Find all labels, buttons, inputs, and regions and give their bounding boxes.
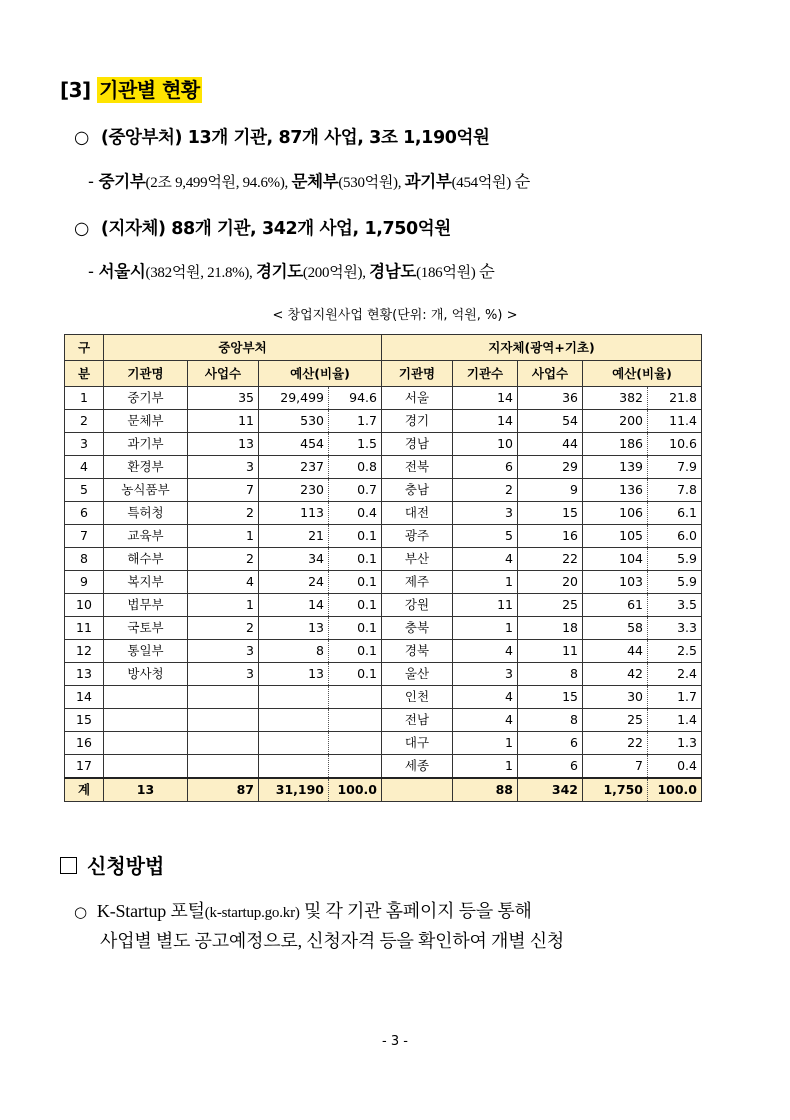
table-cell: 서울 [382,387,453,410]
table-cell: 0.1 [329,525,382,548]
circle-bullet-icon: ○ [74,219,89,239]
row-index: 10 [65,594,104,617]
table-caption: < 창업지원사업 현황(단위: 개, 억원, %) > [272,308,518,323]
table-cell: 법무부 [104,594,188,617]
order-suffix: 순 [514,172,531,191]
table-cell: 0.8 [329,456,382,479]
section-title: 기관별 현황 [99,78,200,102]
table-cell [104,709,188,732]
table-cell: 22 [583,732,648,755]
table-cell: 15 [518,502,583,525]
col-header: 기관명 [382,361,453,387]
table-cell: 1 [188,594,259,617]
table-cell [104,732,188,755]
row-index: 7 [65,525,104,548]
table-cell: 충북 [382,617,453,640]
startup-support-table [64,334,702,802]
row-index: 1 [65,387,104,410]
total-cell: 342 [518,778,583,802]
table-cell: 0.1 [329,640,382,663]
table-row [65,548,702,571]
row-index: 14 [65,686,104,709]
table-cell: 3.5 [648,594,702,617]
apply-heading [60,850,164,879]
table-cell: 58 [583,617,648,640]
table-cell: 29,499 [259,387,329,410]
section-heading [60,74,202,103]
table-cell: 1.4 [648,709,702,732]
table-row [65,640,702,663]
table-row [65,755,702,779]
total-cell: 87 [188,778,259,802]
table-cell [329,709,382,732]
col-header: 기관수 [453,361,518,387]
table-cell: 44 [518,433,583,456]
total-cell: 31,190 [259,778,329,802]
region-detail: (200억원), [302,265,370,281]
table-cell [104,755,188,779]
table-cell: 3 [188,640,259,663]
table-cell: 106 [583,502,648,525]
row-index: 11 [65,617,104,640]
table-cell: 6 [518,732,583,755]
region-name: 경기도 [255,262,303,281]
table-cell: 8 [259,640,329,663]
table-row [65,433,702,456]
table-cell: 7.8 [648,479,702,502]
table-cell: 0.1 [329,571,382,594]
table-cell: 11 [518,640,583,663]
header-local: 지자체(광역+기초) [382,335,702,361]
page-number: - 3 - [382,1034,408,1049]
table-cell: 2 [188,617,259,640]
table-cell: 14 [453,410,518,433]
table-cell: 특허청 [104,502,188,525]
table-cell: 2 [453,479,518,502]
table-cell: 0.7 [329,479,382,502]
table-row [65,617,702,640]
table-row [65,502,702,525]
table-cell [329,686,382,709]
table-cell: 4 [188,571,259,594]
table-cell: 중기부 [104,387,188,410]
table-cell: 0.1 [329,663,382,686]
table-cell: 5.9 [648,571,702,594]
table-cell: 21.8 [648,387,702,410]
region-name: 서울시 [98,262,146,281]
table-cell: 4 [453,686,518,709]
table-cell: 1 [453,755,518,779]
table-cell: 7 [583,755,648,779]
table-cell [259,709,329,732]
table-cell: 0.4 [648,755,702,779]
table-cell: 30 [583,686,648,709]
total-cell: 100.0 [648,778,702,802]
table-cell: 25 [583,709,648,732]
table-cell: 454 [259,433,329,456]
table-cell: 9 [518,479,583,502]
table-cell: 3 [188,663,259,686]
row-index: 15 [65,709,104,732]
table-cell: 0.1 [329,548,382,571]
table-cell: 국토부 [104,617,188,640]
table-cell: 8 [518,663,583,686]
table-cell: 방사청 [104,663,188,686]
table-cell: 0.1 [329,617,382,640]
table-cell: 11 [453,594,518,617]
table-row [65,387,702,410]
table-cell: 전남 [382,709,453,732]
col-header: 기관명 [104,361,188,387]
total-row [65,778,702,802]
square-bullet-icon [60,857,77,874]
table-cell: 20 [518,571,583,594]
row-index: 5 [65,479,104,502]
table-cell: 13 [188,433,259,456]
agency-name: 과기부 [404,172,452,191]
central-detail [88,168,530,192]
row-index: 8 [65,548,104,571]
table-cell [329,755,382,779]
table-cell: 5 [453,525,518,548]
table-cell: 14 [259,594,329,617]
table-row [65,479,702,502]
region-detail: (186억원) [416,265,479,281]
table-row [65,456,702,479]
table-cell: 6 [453,456,518,479]
table-cell: 113 [259,502,329,525]
row-index: 12 [65,640,104,663]
table-cell: 139 [583,456,648,479]
table-row [65,525,702,548]
table-cell: 3.3 [648,617,702,640]
agency-detail: (530억원), [338,175,405,191]
table-cell: 경남 [382,433,453,456]
table-cell: 10.6 [648,433,702,456]
row-index: 3 [65,433,104,456]
table-cell [188,732,259,755]
table-cell: 186 [583,433,648,456]
row-index: 13 [65,663,104,686]
table-cell: 경기 [382,410,453,433]
apply-line-2: 사업별 별도 공고예정으로, 신청자격 등을 확인하여 개별 신청 [100,931,565,951]
table-cell: 14 [453,387,518,410]
table-row [65,594,702,617]
table-cell: 21 [259,525,329,548]
row-index: 2 [65,410,104,433]
table-cell: 7.9 [648,456,702,479]
table-cell: 1.5 [329,433,382,456]
table-cell: 5.9 [648,548,702,571]
col-header: 사업수 [518,361,583,387]
table-cell: 3 [188,456,259,479]
table-cell: 강원 [382,594,453,617]
central-summary [74,124,490,149]
table-cell: 42 [583,663,648,686]
dash: - [88,172,99,191]
table-cell: 10 [453,433,518,456]
order-suffix: 순 [478,262,495,281]
region-name: 경남도 [369,262,417,281]
table-cell: 통일부 [104,640,188,663]
table-cell: 1 [453,571,518,594]
table-cell: 충남 [382,479,453,502]
table-cell: 0.4 [329,502,382,525]
table-cell: 22 [518,548,583,571]
table-cell: 230 [259,479,329,502]
portal-url: (k-startup.go.kr) [204,905,300,921]
table-cell: 문체부 [104,410,188,433]
table-cell [259,755,329,779]
section-number: [3] [60,78,91,102]
agency-detail: (454억원) [451,175,515,191]
local-summary [74,215,451,240]
row-index: 6 [65,502,104,525]
table-cell: 25 [518,594,583,617]
table-cell: 세종 [382,755,453,779]
table-row [65,571,702,594]
table-cell: 61 [583,594,648,617]
table-cell: 4 [453,548,518,571]
table-cell: 105 [583,525,648,548]
total-cell: 1,750 [583,778,648,802]
table-cell: 200 [583,410,648,433]
circle-bullet-icon: ○ [74,903,87,921]
table-cell: 1 [188,525,259,548]
table-row [65,410,702,433]
table-cell: 1.7 [329,410,382,433]
apply-line-1 [74,897,532,923]
table-cell: 136 [583,479,648,502]
table-cell: 2 [188,548,259,571]
table-cell: 35 [188,387,259,410]
table-cell: 16 [518,525,583,548]
table-cell: 제주 [382,571,453,594]
header-central: 중앙부처 [104,335,382,361]
table-row [65,686,702,709]
central-summary-text: (중앙부처) 13개 기관, 87개 사업, 3조 1,190억원 [100,128,490,148]
table-cell [259,686,329,709]
table-cell: 530 [259,410,329,433]
table-cell: 15 [518,686,583,709]
table-cell: 2 [188,502,259,525]
region-detail: (382억원, 21.8%), [145,265,256,281]
table-cell: 29 [518,456,583,479]
table-cell: 1 [453,617,518,640]
agency-name: 문체부 [291,172,339,191]
table-cell: 4 [453,709,518,732]
total-cell: 13 [104,778,188,802]
table-cell: 11 [188,410,259,433]
apply-text: 및 각 기관 홈페이지 등을 통해 [299,901,532,921]
table-cell: 전북 [382,456,453,479]
table-cell: 6.1 [648,502,702,525]
table-cell: 3 [453,502,518,525]
agency-name: 중기부 [98,172,146,191]
table-cell: 104 [583,548,648,571]
table-cell [188,686,259,709]
table-cell: 2.4 [648,663,702,686]
table-cell: 4 [453,640,518,663]
table-cell: 1.7 [648,686,702,709]
table-cell: 환경부 [104,456,188,479]
table-cell: 교육부 [104,525,188,548]
table-cell: 382 [583,387,648,410]
table-cell: 18 [518,617,583,640]
row-index: 9 [65,571,104,594]
table-cell: 과기부 [104,433,188,456]
header-gu: 구 [65,335,104,361]
col-header: 예산(비율) [259,361,382,387]
table-cell: 3 [453,663,518,686]
table-cell: 44 [583,640,648,663]
apply-text: K-Startup 포털 [96,901,205,921]
table-cell [259,732,329,755]
table-cell: 11.4 [648,410,702,433]
local-detail [88,258,495,282]
col-header: 사업수 [188,361,259,387]
table-cell: 13 [259,663,329,686]
row-index: 17 [65,755,104,779]
table-cell: 13 [259,617,329,640]
table-cell: 대전 [382,502,453,525]
table-cell: 24 [259,571,329,594]
table-cell: 대구 [382,732,453,755]
table-cell: 인천 [382,686,453,709]
table-cell [329,732,382,755]
table-cell: 103 [583,571,648,594]
local-summary-text: (지자체) 88개 기관, 342개 사업, 1,750억원 [100,219,451,239]
table-cell: 7 [188,479,259,502]
col-header: 예산(비율) [583,361,702,387]
table-cell: 1 [453,732,518,755]
table-cell: 해수부 [104,548,188,571]
table-cell: 94.6 [329,387,382,410]
table-cell: 광주 [382,525,453,548]
header-bun: 분 [65,361,104,387]
dash: - [88,262,99,281]
table-cell: 울산 [382,663,453,686]
table-cell: 237 [259,456,329,479]
row-index: 16 [65,732,104,755]
table-cell: 0.1 [329,594,382,617]
table-cell: 6.0 [648,525,702,548]
table-cell: 복지부 [104,571,188,594]
table-cell: 1.3 [648,732,702,755]
table-cell [188,755,259,779]
total-label: 계 [65,778,104,802]
apply-title: 신청방법 [87,854,165,878]
total-cell [382,778,453,802]
row-index: 4 [65,456,104,479]
table-cell: 농식품부 [104,479,188,502]
table-cell: 54 [518,410,583,433]
table-cell: 34 [259,548,329,571]
table-cell: 2.5 [648,640,702,663]
table-row [65,732,702,755]
table-row [65,663,702,686]
table-cell: 부산 [382,548,453,571]
table-row [65,709,702,732]
total-cell: 100.0 [329,778,382,802]
table-cell [188,709,259,732]
agency-detail: (2조 9,499억원, 94.6%), [145,175,292,191]
table-cell: 36 [518,387,583,410]
circle-bullet-icon: ○ [74,128,89,148]
table-cell [104,686,188,709]
total-cell: 88 [453,778,518,802]
table-cell: 8 [518,709,583,732]
table-cell: 6 [518,755,583,779]
table-cell: 경북 [382,640,453,663]
